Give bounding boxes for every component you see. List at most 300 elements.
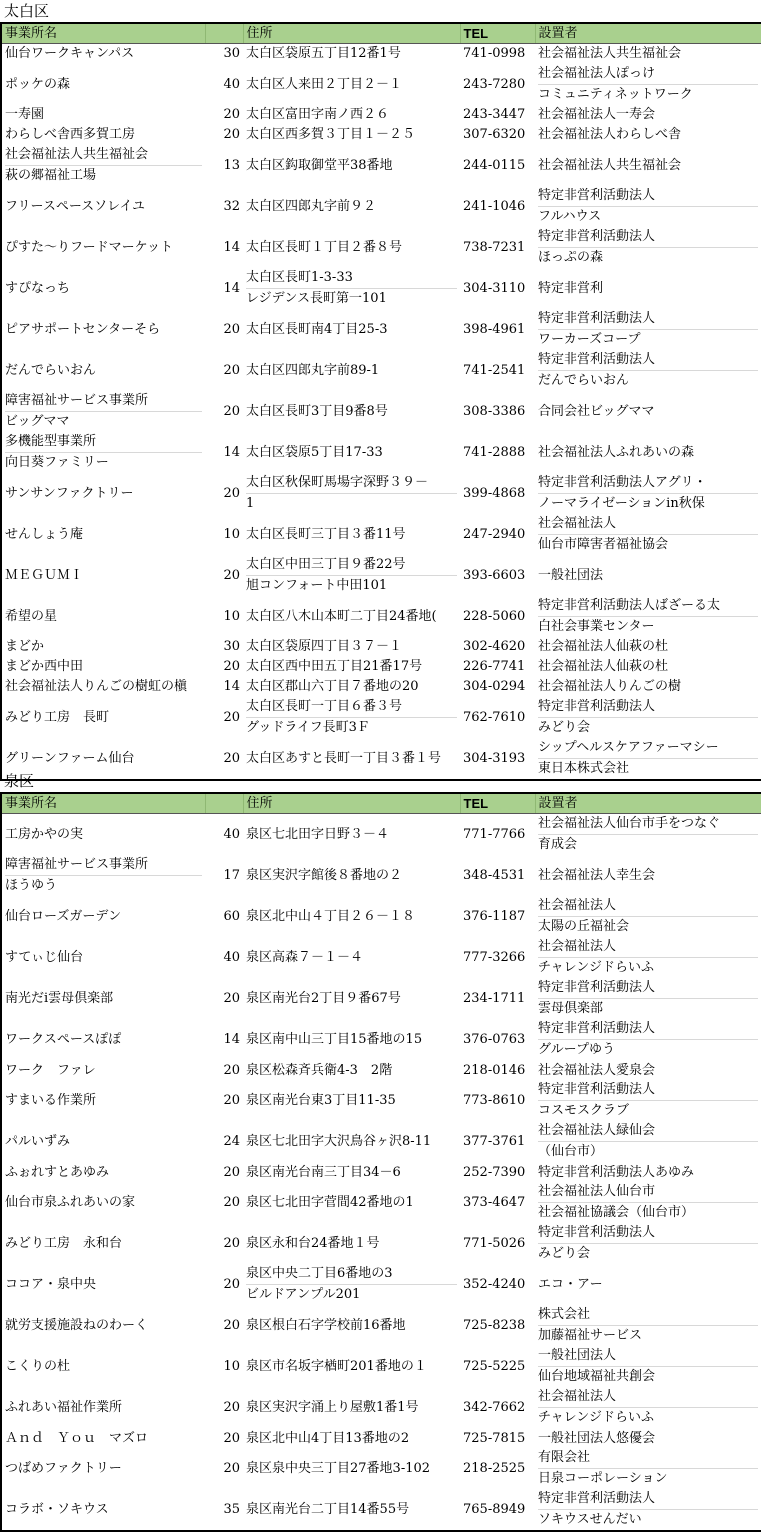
facility-name-line: 障害福祉サービス事業所 — [5, 392, 149, 408]
cell-tel[interactable]: 399-4868 — [463, 485, 526, 501]
cell-address[interactable]: 太白区郡山六丁目７番地の20 — [246, 679, 419, 694]
cell-capacity[interactable]: 17 — [223, 868, 240, 883]
cell-tel[interactable]: 738-7231 — [463, 239, 526, 255]
cell-facility-name[interactable]: ワーク ファレ — [1, 1060, 205, 1080]
cell-address[interactable]: 太白区西多賀３丁目１－２５ — [246, 127, 416, 142]
operator-line: 仙台市障害者福祉協会 — [538, 534, 758, 555]
cell-facility-name[interactable] — [1, 145, 205, 186]
cell-operator[interactable]: 一般社団法人悠優会 — [535, 1428, 761, 1448]
header-operator[interactable]: 設置者 — [535, 23, 761, 44]
cell-capacity[interactable]: 20 — [223, 1093, 240, 1108]
table-row — [1, 637, 761, 657]
cell-operator[interactable] — [535, 814, 761, 856]
cell-operator[interactable]: 特定非営利活動法人あゆみ — [535, 1162, 761, 1182]
table-row — [1, 1162, 761, 1182]
table-row — [1, 896, 761, 937]
table-row — [1, 1182, 761, 1223]
facility-name-line: 障害福祉サービス事業所 — [5, 857, 149, 872]
cell-capacity[interactable]: 10 — [223, 526, 240, 542]
cell-tel[interactable]: 762-7610 — [463, 709, 526, 725]
address-line: 泉区中央二丁目6番地の3 — [246, 1266, 393, 1281]
operator-line: 太陽の丘福祉会 — [538, 916, 758, 937]
operator-line: 社会福祉法人 — [538, 939, 617, 954]
cell-facility-name[interactable]: ココア・泉中央 — [1, 1264, 205, 1305]
cell-tel[interactable]: 376-0763 — [463, 1032, 526, 1047]
section-table — [0, 770, 761, 1532]
cell-operator[interactable] — [535, 350, 761, 391]
header-name[interactable]: 事業所名 — [1, 793, 205, 814]
cell-tel[interactable]: 302-4620 — [463, 639, 526, 654]
cell-address[interactable]: 泉区南中山三丁目15番地の15 — [246, 1032, 423, 1047]
table-row — [1, 186, 761, 227]
table-row — [1, 596, 761, 637]
cell-facility-name[interactable]: フリースペースソレイユ — [1, 186, 205, 227]
cell-tel[interactable]: 243-3447 — [463, 107, 526, 122]
facility-name-line: 向日葵ファミリー — [5, 452, 202, 473]
cell-capacity[interactable]: 60 — [223, 909, 240, 924]
operator-line: 社会福祉協議会（仙台市） — [538, 1202, 758, 1223]
cell-operator[interactable] — [535, 1182, 761, 1223]
cell-capacity[interactable]: 20 — [223, 1400, 240, 1415]
cell-address[interactable]: 太白区鈎取御堂平38番地 — [246, 157, 393, 173]
cell-operator[interactable] — [535, 1080, 761, 1121]
cell-address[interactable]: 太白区長町南4丁目25-3 — [246, 321, 388, 337]
operator-line: 特定非営利活動法人 — [538, 1225, 656, 1240]
cell-capacity[interactable]: 24 — [223, 1134, 240, 1149]
cell-facility-name[interactable]: すてぃじ仙台 — [1, 937, 205, 978]
cell-facility-name[interactable]: Ａｎｄ Ｙｏｕ マズロ — [1, 1428, 205, 1448]
operator-line: 社会福祉法人仙台市手をつなぐ — [538, 816, 721, 831]
cell-tel[interactable]: 304-3110 — [463, 280, 526, 296]
cell-tel[interactable]: 304-3193 — [460, 738, 535, 780]
table-row — [1, 64, 761, 105]
operator-line: 社会福祉法人ぽっけ — [538, 65, 656, 81]
empty-cell[interactable] — [460, 0, 535, 23]
operator-line: グループゆう — [538, 1039, 758, 1060]
cell-capacity[interactable]: 10 — [223, 608, 240, 624]
facility-name-line: ほうゆう — [5, 875, 202, 896]
operator-line: チャレンジドらいふ — [538, 957, 758, 978]
cell-tel[interactable]: 304-0294 — [463, 679, 526, 694]
address-line: レジデンス長町第一101 — [246, 288, 457, 309]
cell-tel[interactable]: 308-3386 — [463, 403, 526, 419]
cell-capacity[interactable]: 20 — [223, 321, 240, 337]
cell-operator[interactable]: 社会福祉法人りんごの樹 — [535, 677, 761, 697]
cell-facility-name[interactable]: ふれあい福祉作業所 — [1, 1387, 205, 1428]
facility-name-line: 萩の郷福祉工場 — [5, 165, 202, 186]
cell-address[interactable]: 太白区四郎丸字前９２ — [246, 198, 377, 214]
cell-capacity[interactable]: 10 — [223, 1359, 240, 1374]
cell-operator[interactable] — [535, 1346, 761, 1387]
cell-tel[interactable]: 765-8949 — [460, 1489, 535, 1531]
cell-tel[interactable]: 234-1711 — [463, 991, 526, 1006]
cell-capacity[interactable]: 14 — [223, 280, 240, 296]
cell-operator[interactable] — [535, 978, 761, 1019]
table-row — [1, 1489, 761, 1531]
operator-line: 雲母倶楽部 — [538, 998, 758, 1019]
address-line: 旭コンフォート中田101 — [246, 575, 457, 596]
cell-tel[interactable]: 247-2940 — [463, 526, 526, 542]
cell-capacity[interactable]: 20 — [223, 107, 240, 122]
cell-operator[interactable] — [535, 186, 761, 227]
cell-facility-name[interactable]: ピアサポートセンターそら — [1, 309, 205, 350]
cell-capacity[interactable]: 20 — [223, 709, 240, 725]
table-row — [1, 105, 761, 125]
cell-tel[interactable]: 307-6320 — [463, 127, 526, 142]
cell-operator[interactable] — [535, 227, 761, 268]
cell-address[interactable]: 太白区八木山本町二丁目24番地( — [246, 608, 437, 624]
cell-operator[interactable]: 一般社団法 — [535, 555, 761, 596]
cell-capacity[interactable]: 20 — [223, 1195, 240, 1210]
cell-address[interactable]: 太白区袋原四丁目３７－１ — [246, 639, 403, 654]
cell-tel[interactable]: 218-0146 — [463, 1062, 526, 1078]
cell-address[interactable] — [243, 697, 460, 738]
cell-address[interactable]: 泉区高森７－１－４ — [246, 950, 364, 965]
cell-capacity[interactable]: 40 — [223, 950, 240, 965]
cell-facility-name[interactable]: まどか西中田 — [1, 657, 205, 677]
cell-address[interactable]: 泉区南光台南三丁目34－6 — [246, 1164, 401, 1180]
operator-line: 加藤福祉サービス — [538, 1325, 758, 1346]
cell-facility-name[interactable]: 社会福祉法人りんごの樹虹の槇 — [1, 677, 205, 697]
cell-tel[interactable]: 741-2541 — [463, 362, 526, 378]
cell-capacity[interactable]: 20 — [223, 1430, 240, 1446]
cell-tel[interactable]: 243-7280 — [463, 76, 526, 92]
cell-capacity[interactable]: 20 — [223, 1236, 240, 1251]
operator-line: 特定非営利活動法人 — [538, 310, 656, 326]
cell-facility-name[interactable]: 希望の星 — [1, 596, 205, 637]
cell-capacity[interactable]: 20 — [223, 1461, 240, 1476]
operator-line: フルハウス — [538, 206, 758, 227]
cell-capacity[interactable]: 20 — [223, 1062, 240, 1078]
address-line: ビルドアンプル201 — [246, 1284, 457, 1305]
cell-facility-name[interactable]: コラボ・ソキウス — [1, 1489, 205, 1531]
cell-capacity[interactable]: 35 — [205, 1489, 243, 1531]
empty-cell[interactable] — [205, 0, 243, 23]
cell-address[interactable]: 太白区富田字南ノ西２６ — [246, 107, 390, 122]
cell-operator[interactable]: 社会福祉法人共生福祉会 — [535, 44, 761, 64]
table-row — [1, 125, 761, 145]
table-row — [1, 432, 761, 473]
header-tel[interactable]: TEL — [460, 23, 535, 44]
cell-facility-name[interactable]: 就労支援施設ねのわーく — [1, 1305, 205, 1346]
section-title[interactable]: 太白区 — [4, 2, 50, 20]
cell-capacity[interactable]: 30 — [223, 46, 240, 62]
operator-line: 特定非営利活動法人 — [538, 1021, 656, 1036]
header-name[interactable]: 事業所名 — [1, 23, 205, 44]
cell-address[interactable] — [243, 268, 460, 309]
cell-capacity[interactable]: 20 — [223, 1318, 240, 1333]
cell-capacity[interactable]: 32 — [223, 198, 240, 214]
cell-address[interactable]: 泉区七北田字日野３－４ — [246, 827, 390, 842]
cell-capacity[interactable]: 20 — [223, 127, 240, 142]
operator-line: みどり会 — [538, 717, 758, 738]
cell-address[interactable]: 太白区人来田２丁目２－１ — [246, 76, 403, 92]
cell-capacity[interactable]: 40 — [223, 76, 240, 92]
cell-facility-name[interactable]: サンサンファクトリー — [1, 473, 205, 514]
cell-address[interactable]: 泉区実沢字涌上り屋敷1番1号 — [246, 1400, 419, 1415]
cell-tel[interactable]: 771-7766 — [463, 827, 526, 842]
cell-facility-name[interactable]: グリーンファーム仙台 — [1, 738, 205, 780]
cell-facility-name[interactable]: 仙台ワークキャンパス — [1, 44, 205, 64]
cell-tel[interactable]: 725-5225 — [463, 1359, 526, 1374]
cell-address[interactable]: 太白区西中田五丁目21番17号 — [246, 659, 423, 674]
cell-address[interactable]: 泉区南光台東3丁目11-35 — [246, 1093, 396, 1108]
table-row — [1, 855, 761, 896]
operator-line: 特定非営利活動法人 — [538, 228, 656, 244]
cell-capacity[interactable]: 20 — [205, 738, 243, 780]
cell-tel[interactable]: 725-7815 — [463, 1430, 526, 1446]
cell-tel[interactable]: 352-4240 — [463, 1277, 526, 1292]
cell-capacity[interactable]: 20 — [223, 991, 240, 1006]
cell-operator[interactable]: 社会福祉法人ふれあいの森 — [535, 432, 761, 473]
cell-operator[interactable]: 社会福祉法人幸生会 — [535, 855, 761, 896]
table-row — [1, 473, 761, 514]
cell-facility-name[interactable]: ポッケの森 — [1, 64, 205, 105]
operator-line: 特定非営利活動法人 — [538, 351, 656, 367]
cell-facility-name[interactable] — [1, 432, 205, 473]
table-row — [1, 677, 761, 697]
cell-facility-name[interactable]: こくりの杜 — [1, 1346, 205, 1387]
cell-address[interactable]: 太白区長町三丁目３番11号 — [246, 526, 406, 542]
cell-facility-name[interactable]: 仙台市泉ふれあいの家 — [1, 1182, 205, 1223]
empty-cell[interactable] — [535, 770, 761, 793]
cell-operator[interactable] — [535, 1223, 761, 1264]
operator-line: 特定非営利活動法人 — [538, 187, 656, 203]
operator-line: 特定非営利活動法人アグリ・ — [538, 474, 707, 490]
table-row — [1, 1387, 761, 1428]
cell-facility-name[interactable]: せんしょう庵 — [1, 514, 205, 555]
cell-capacity[interactable]: 20 — [223, 403, 240, 419]
cell-operator[interactable] — [535, 64, 761, 105]
cell-facility-name[interactable]: 南光だi雲母倶楽部 — [1, 978, 205, 1019]
cell-capacity[interactable]: 20 — [223, 1277, 240, 1292]
table-row — [1, 514, 761, 555]
operator-line: 白社会事業センター — [538, 616, 758, 637]
table-row — [1, 391, 761, 432]
header-address[interactable]: 住所 — [243, 793, 460, 814]
cell-facility-name[interactable]: わらしべ舎西多賀工房 — [1, 125, 205, 145]
cell-address[interactable]: 泉区北中山4丁目13番地の2 — [246, 1430, 410, 1446]
cell-capacity[interactable]: 14 — [223, 1032, 240, 1047]
operator-line: 特定非営利活動法人 — [538, 980, 656, 995]
table-row — [1, 657, 761, 677]
cell-facility-name[interactable]: みどり工房 長町 — [1, 697, 205, 738]
cell-facility-name[interactable]: つばめファクトリー — [1, 1448, 205, 1489]
cell-address[interactable]: 泉区南光台2丁目９番67号 — [246, 991, 401, 1006]
cell-tel[interactable]: 376-1187 — [463, 909, 526, 924]
operator-line: コミュニティネットワーク — [538, 84, 758, 105]
header-tel[interactable]: TEL — [460, 793, 535, 814]
cell-capacity[interactable]: 40 — [223, 827, 240, 842]
operator-line: チャレンジドらいふ — [538, 1407, 758, 1428]
operator-line: 社会福祉法人仙台市 — [538, 1184, 656, 1199]
cell-operator[interactable] — [535, 697, 761, 738]
cell-operator[interactable] — [535, 309, 761, 350]
table-row — [1, 145, 761, 186]
operator-line: 社会福祉法人緑仙会 — [538, 1123, 656, 1138]
cell-tel[interactable]: 393-6603 — [463, 567, 526, 583]
cell-address[interactable]: 太白区長町１丁目２番８号 — [246, 239, 403, 255]
cell-facility-name[interactable]: すぴなっち — [1, 268, 205, 309]
cell-capacity[interactable]: 20 — [223, 567, 240, 583]
table-row — [1, 1223, 761, 1264]
cell-facility-name[interactable] — [1, 391, 205, 432]
header-address[interactable]: 住所 — [243, 23, 460, 44]
operator-line: みどり会 — [538, 1243, 758, 1264]
cell-tel[interactable]: 773-8610 — [463, 1093, 526, 1108]
empty-cell[interactable] — [243, 0, 460, 23]
cell-capacity[interactable]: 20 — [223, 659, 240, 674]
cell-tel[interactable]: 741-0998 — [463, 46, 526, 62]
cell-facility-name[interactable]: ふぉれすとあゆみ — [1, 1162, 205, 1182]
cell-operator[interactable]: 社会福祉法人一寿会 — [535, 105, 761, 125]
cell-tel[interactable]: 241-1046 — [463, 198, 526, 214]
table-row — [1, 1346, 761, 1387]
cell-facility-name[interactable]: ＭＥＧＵＭＩ — [1, 555, 205, 596]
cell-facility-name[interactable]: だんでらいおん — [1, 350, 205, 391]
cell-facility-name[interactable]: まどか — [1, 637, 205, 657]
cell-address[interactable]: 泉区市名坂字楢町201番地の１ — [246, 1359, 427, 1374]
cell-operator[interactable] — [535, 1448, 761, 1489]
cell-operator[interactable]: 社会福祉法人仙萩の杜 — [535, 657, 761, 677]
table-row — [1, 1060, 761, 1080]
table-row — [1, 697, 761, 738]
cell-operator[interactable] — [535, 1387, 761, 1428]
cell-operator[interactable]: 社会福祉法人愛泉会 — [535, 1060, 761, 1080]
cell-tel[interactable]: 377-3761 — [463, 1134, 526, 1149]
empty-cell[interactable] — [460, 770, 535, 793]
table-row — [1, 309, 761, 350]
cell-address[interactable] — [243, 1264, 460, 1305]
cell-address[interactable] — [243, 555, 460, 596]
table-row — [1, 1080, 761, 1121]
cell-facility-name[interactable]: すまいる作業所 — [1, 1080, 205, 1121]
cell-operator[interactable] — [535, 596, 761, 637]
cell-operator[interactable]: 特定非営利 — [535, 268, 761, 309]
cell-capacity[interactable]: 30 — [223, 639, 240, 654]
operator-line: 東日本株式会社 — [538, 758, 758, 779]
cell-tel[interactable]: 398-4961 — [463, 321, 526, 337]
cell-address[interactable]: 泉区七北田字大沢鳥谷ヶ沢8-11 — [246, 1134, 432, 1149]
cell-operator[interactable]: 社会福祉法人共生福祉会 — [535, 145, 761, 186]
cell-operator[interactable]: エコ・アー — [535, 1264, 761, 1305]
table-row — [1, 1019, 761, 1060]
cell-address[interactable]: 泉区永和台24番地１号 — [246, 1236, 380, 1251]
operator-line: 特定非営利活動法人ばざーる太 — [538, 597, 721, 613]
table-row — [1, 227, 761, 268]
cell-facility-name[interactable]: ワークスペースぽぽ — [1, 1019, 205, 1060]
cell-operator[interactable]: 社会福祉法人わらしべ舎 — [535, 125, 761, 145]
cell-operator[interactable] — [535, 1489, 761, 1531]
cell-operator[interactable] — [535, 937, 761, 978]
cell-tel[interactable]: 252-7390 — [463, 1164, 526, 1180]
header-capacity[interactable] — [205, 793, 243, 814]
operator-line: 特定非営利活動法人 — [538, 1082, 656, 1097]
table-row — [1, 555, 761, 596]
cell-address[interactable]: 泉区七北田字菅間42番地の1 — [246, 1195, 414, 1210]
operator-line: 特定非営利活動法人 — [538, 698, 656, 714]
header-capacity[interactable] — [205, 23, 243, 44]
operator-line: ワーカーズコープ — [538, 329, 758, 350]
cell-operator[interactable]: 合同会社ビッグママ — [535, 391, 761, 432]
empty-cell[interactable] — [205, 770, 243, 793]
cell-facility-name[interactable]: ぴすた～りフードマーケット — [1, 227, 205, 268]
cell-tel[interactable]: 244-0115 — [463, 157, 526, 173]
cell-address[interactable]: 太白区袋原五丁目12番1号 — [246, 46, 401, 62]
cell-tel[interactable]: 741-2888 — [463, 444, 526, 460]
cell-tel[interactable]: 348-4531 — [463, 868, 526, 883]
cell-address[interactable]: 泉区北中山４丁目２６－１８ — [246, 909, 416, 924]
cell-facility-name[interactable] — [1, 855, 205, 896]
operator-line: ソキウスせんだい — [538, 1509, 758, 1530]
cell-tel[interactable]: 373-4647 — [463, 1195, 526, 1210]
cell-operator[interactable]: 社会福祉法人仙萩の杜 — [535, 637, 761, 657]
cell-capacity[interactable]: 14 — [223, 444, 240, 460]
cell-address[interactable]: 泉区南光台二丁目14番55号 — [243, 1489, 460, 1531]
cell-address[interactable]: 泉区泉中央三丁目27番地3-102 — [246, 1461, 431, 1476]
cell-operator[interactable] — [535, 514, 761, 555]
cell-tel[interactable]: 226-7741 — [463, 659, 526, 674]
cell-facility-name[interactable]: パルいずみ — [1, 1121, 205, 1162]
cell-tel[interactable]: 771-5026 — [463, 1236, 526, 1251]
operator-line: コスモスクラブ — [538, 1100, 758, 1121]
section-title[interactable]: 泉区 — [4, 772, 35, 790]
cell-operator[interactable] — [535, 1121, 761, 1162]
operator-line: ほっぷの森 — [538, 247, 758, 268]
cell-facility-name[interactable]: 一寿園 — [1, 105, 205, 125]
table-row — [1, 978, 761, 1019]
cell-address[interactable] — [243, 473, 460, 514]
cell-operator[interactable] — [535, 1019, 761, 1060]
cell-address[interactable]: 泉区実沢字館後８番地の２ — [246, 868, 403, 883]
operator-line: （仙台市） — [538, 1141, 758, 1162]
cell-address[interactable]: 泉区松森斉兵衛4-3 2階 — [246, 1062, 393, 1078]
table-row — [1, 1121, 761, 1162]
cell-operator[interactable] — [535, 473, 761, 514]
cell-capacity[interactable]: 20 — [223, 362, 240, 378]
cell-address[interactable]: 太白区袋原5丁目17-33 — [246, 444, 383, 460]
cell-capacity[interactable]: 20 — [223, 485, 240, 501]
table-row — [1, 1264, 761, 1305]
cell-facility-name[interactable]: 仙台ローズガーデン — [1, 896, 205, 937]
cell-tel[interactable]: 342-7662 — [463, 1400, 526, 1415]
cell-operator[interactable] — [535, 1305, 761, 1346]
cell-capacity[interactable]: 20 — [223, 1164, 240, 1180]
table-row — [1, 1428, 761, 1448]
empty-cell[interactable] — [535, 0, 761, 23]
operator-line: 株式会社 — [538, 1307, 591, 1322]
header-operator[interactable]: 設置者 — [535, 793, 761, 814]
address-line: 太白区秋保町馬場字深野３９－ — [246, 474, 429, 490]
cell-capacity[interactable]: 13 — [223, 157, 240, 173]
operator-line: 特定非営利活動法人 — [538, 1491, 656, 1506]
cell-capacity[interactable]: 14 — [223, 679, 240, 694]
cell-tel[interactable]: 725-8238 — [463, 1318, 526, 1333]
cell-facility-name[interactable]: みどり工房 永和台 — [1, 1223, 205, 1264]
cell-tel[interactable]: 777-3266 — [463, 950, 526, 965]
cell-operator[interactable] — [535, 896, 761, 937]
empty-cell[interactable] — [243, 770, 460, 793]
cell-tel[interactable]: 218-2525 — [463, 1461, 526, 1476]
cell-capacity[interactable]: 14 — [223, 239, 240, 255]
facility-name-line: 多機能型事業所 — [5, 433, 97, 449]
cell-address[interactable]: 泉区根白石字学校前16番地 — [246, 1318, 406, 1333]
cell-facility-name[interactable]: 工房かやの実 — [1, 814, 205, 856]
cell-address[interactable]: 太白区長町3丁目9番8号 — [246, 403, 388, 419]
cell-tel[interactable]: 228-5060 — [463, 608, 526, 624]
cell-address[interactable]: 太白区あすと長町一丁目３番１号 — [243, 738, 460, 780]
cell-address[interactable]: 太白区四郎丸字前89-1 — [246, 362, 380, 378]
